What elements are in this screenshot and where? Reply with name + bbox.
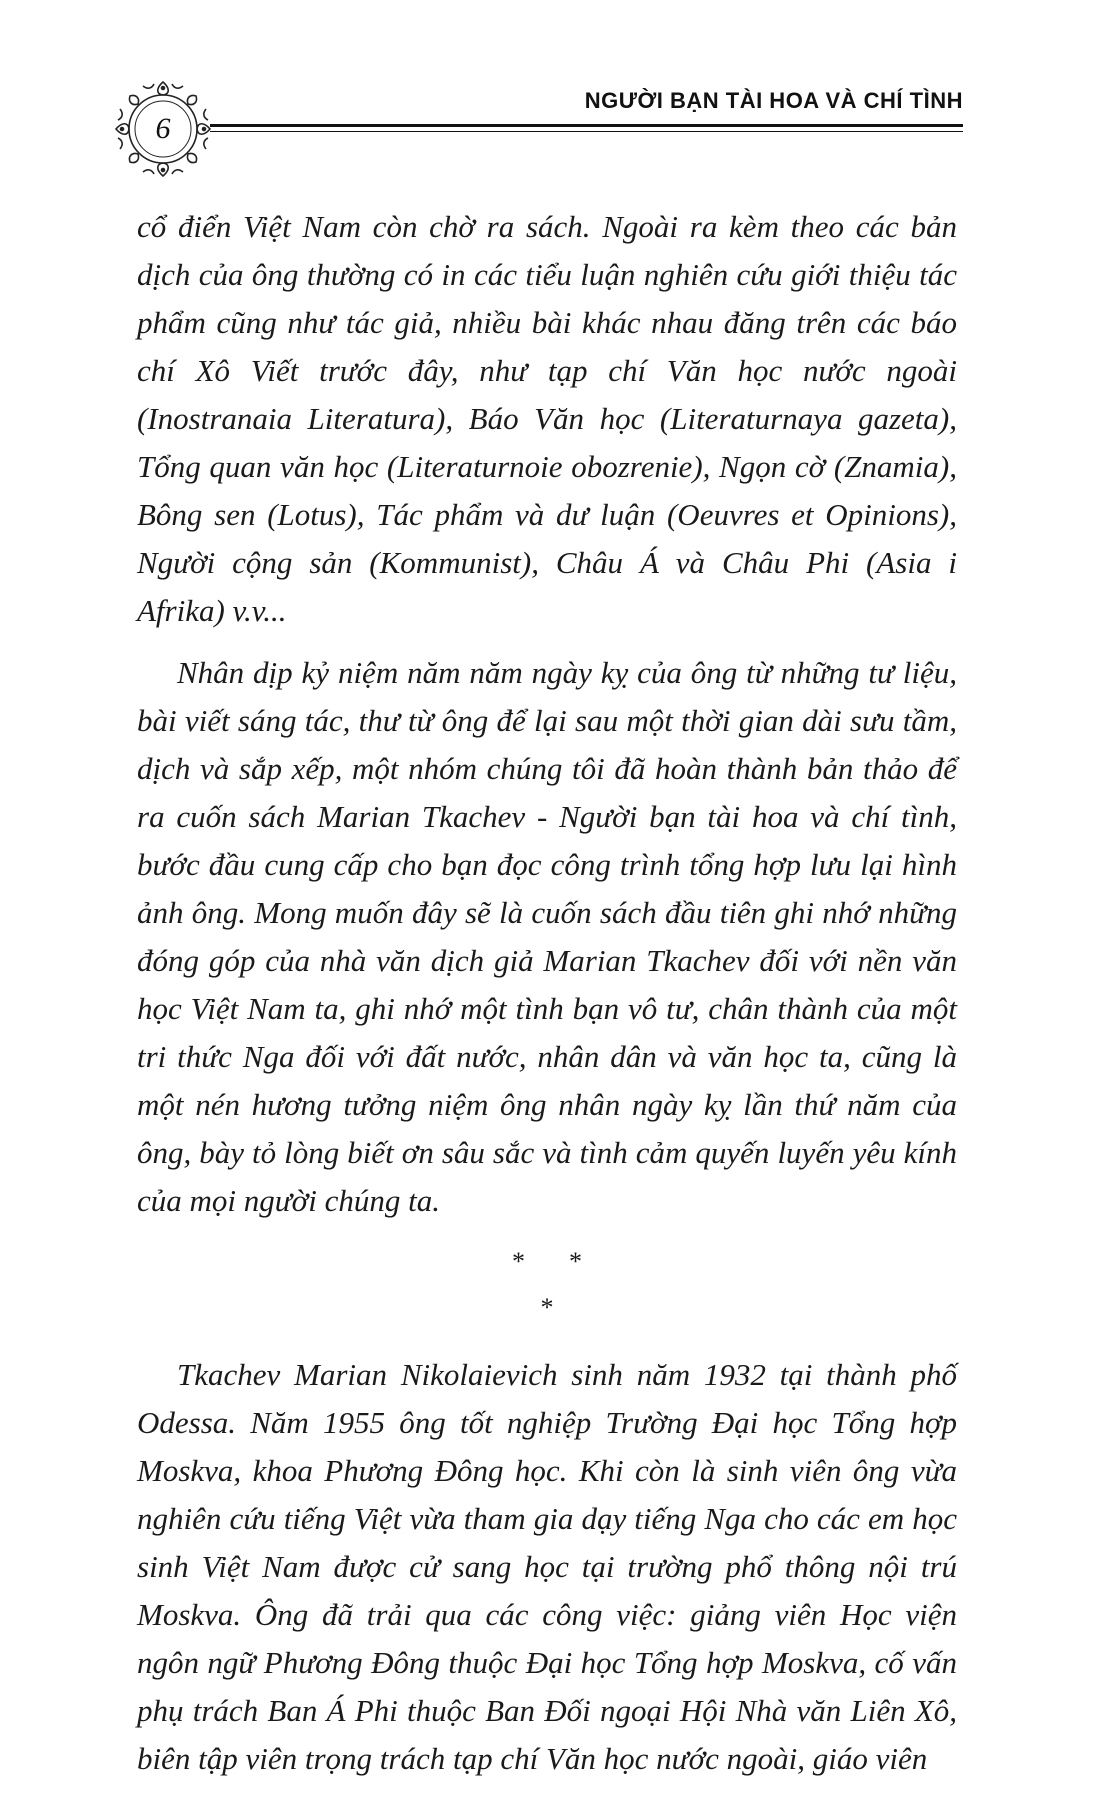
section-separator <box>137 1239 957 1331</box>
page-number: 6 <box>155 112 171 145</box>
paragraph-continuation: cổ điển Việt Nam còn chờ ra sách. Ngoài ra kèm theo các bản dịch của ông thường có in các tiểu luận nghiên cứu giới thiệu tác phẩm cũng như tác giả, nhiều bài khác nhau đăng trên các báo chí Xô Viết trước đây, như tạp chí Văn học nước ngoài (Inostranaia Literatura), Báo Văn học (Literaturnaya gazeta), Tổng quan văn học (Literaturnoie obozrenie), Ngọn cờ (Znamia), Bông sen (Lotus), Tác phẩm và dư luận (Oeuvres et Opinions), Người cộng sản (Kommunist), Châu Á và Châu Phi (Asia i Afrika) v.v... <box>137 209 957 628</box>
paragraph-biography: Tkachev Marian Nikolaievich sinh năm 1932 tại thành phố Odessa. Năm 1955 ông tốt nghiệp Trường Đại học Tổng hợp Moskva, khoa Phương Đông học. Khi còn là sinh viên ông vừa nghiên cứu tiếng Việt vừa tham gia dạy tiếng Nga cho các em học sinh Việt Nam được cử sang học tại trường phổ thông nội trú Moskva. Ông đã trải qua các công việc: giảng viên Học viện ngôn ngữ Phương Đông thuộc Đại học Tổng hợp Moskva, cố vấn phụ trách Ban Á Phi thuộc Ban Đối ngoại Hội Nhà văn Liên Xô, biên tập viên trọng trách tạp chí Văn học nước ngoài, giáo viên <box>137 1357 957 1776</box>
separator-star: * <box>569 1247 582 1276</box>
header-rule-thin <box>210 131 963 132</box>
paragraph-anniversary: Nhân dịp kỷ niệm năm năm ngày kỵ của ông từ những tư liệu, bài viết sáng tác, thư từ ông để lại sau một thời gian dài sưu tầm, dịch và sắp xếp, một nhóm chúng tôi đã hoàn thành bản thảo để ra cuốn sách Marian Tkachev - Người bạn tài hoa và chí tình, bước đầu cung cấp cho bạn đọc công trình tổng hợp lưu lại hình ảnh ông. Mong muốn đây sẽ là cuốn sách đầu tiên ghi nhớ những đóng góp của nhà văn dịch giả Marian Tkachev đối với nền văn học Việt Nam ta, ghi nhớ một tình bạn vô tư, chân thành của một tri thức Nga đối với đất nước, nhân dân và văn học ta, cũng là một nén hương tưởng niệm ông nhân ngày kỵ lần thứ năm của ông, bày tỏ lòng biết ơn sâu sắc và tình cảm quyến luyến yêu kính của mọi người chúng ta. <box>137 655 957 1218</box>
separator-star: * <box>512 1247 525 1276</box>
running-title: NGƯỜI BẠN TÀI HOA VÀ CHÍ TÌNH <box>584 88 963 113</box>
header-rule <box>210 124 963 127</box>
page-header <box>0 0 1103 190</box>
separator-star: * <box>540 1293 554 1322</box>
body-text <box>137 203 957 1797</box>
